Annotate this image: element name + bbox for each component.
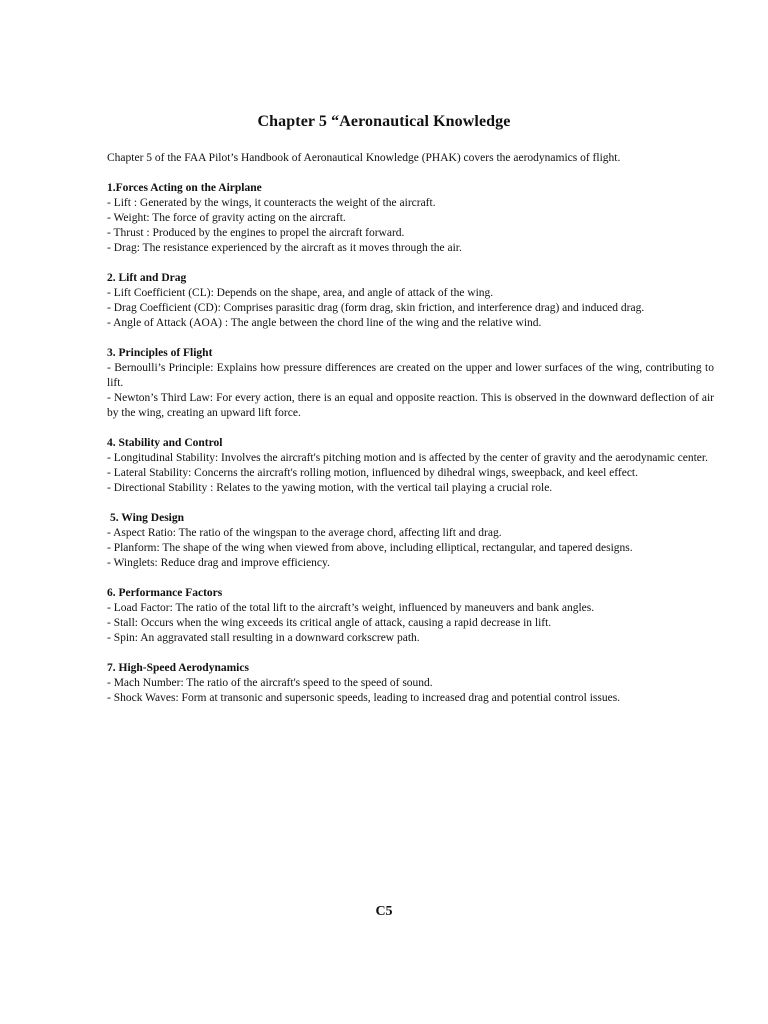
list-item: - Aspect Ratio: The ratio of the wingspan to the average chord, affecting lift and drag. bbox=[107, 527, 502, 539]
list-item: - Longitudinal Stability: Involves the aircraft's pitching motion and is affected by the center of gravity and the aerodynamic center. bbox=[107, 452, 708, 464]
list-item: - Directional Stability : Relates to the yawing motion, with the vertical tail playing a crucial role. bbox=[107, 482, 553, 494]
section-wing-design bbox=[107, 511, 714, 571]
list-item: - Bernoulli’s Principle: Explains how pressure differences are created on the upper and lower surfaces of the wing, contributing to lift. bbox=[107, 362, 714, 389]
list-item: - Drag: The resistance experienced by the aircraft as it moves through the air. bbox=[107, 242, 462, 254]
page-footer-label: C5 bbox=[375, 904, 393, 919]
section-heading: 6. Performance Factors bbox=[107, 587, 223, 599]
list-item: - Spin: An aggravated stall resulting in a downward corkscrew path. bbox=[107, 632, 420, 644]
section-stability bbox=[107, 436, 714, 496]
list-item: - Load Factor: The ratio of the total lift to the aircraft’s weight, influenced by maneuvers and bank angles. bbox=[107, 602, 595, 614]
intro-paragraph: Chapter 5 of the FAA Pilot’s Handbook of Aeronautical Knowledge (PHAK) covers the aerodynamics of flight. bbox=[107, 152, 621, 164]
section-performance bbox=[107, 586, 714, 646]
section-heading: 5. Wing Design bbox=[110, 512, 185, 524]
section-heading: 7. High-Speed Aerodynamics bbox=[107, 662, 249, 674]
list-item: - Lift : Generated by the wings, it counteracts the weight of the aircraft. bbox=[107, 197, 436, 209]
section-high-speed bbox=[107, 661, 714, 706]
list-item: - Newton’s Third Law: For every action, there is an equal and opposite reaction. This is observed in the downward deflection of air by the wing, creating an upward lift force. bbox=[107, 392, 714, 419]
list-item: - Mach Number: The ratio of the aircraft's speed to the speed of sound. bbox=[107, 677, 433, 689]
section-forces bbox=[107, 181, 714, 256]
section-heading: 1.Forces Acting on the Airplane bbox=[107, 182, 262, 194]
list-item: - Lift Coefficient (CL): Depends on the shape, area, and angle of attack of the wing. bbox=[107, 287, 494, 299]
list-item: - Lateral Stability: Concerns the aircraft's rolling motion, influenced by dihedral wings, sweepback, and keel effect. bbox=[107, 467, 639, 479]
list-item: - Winglets: Reduce drag and improve efficiency. bbox=[107, 557, 330, 569]
document-body bbox=[107, 151, 714, 721]
section-heading: 2. Lift and Drag bbox=[107, 272, 187, 284]
list-item: - Thrust : Produced by the engines to propel the aircraft forward. bbox=[107, 227, 405, 239]
list-item: - Weight: The force of gravity acting on the aircraft. bbox=[107, 212, 346, 224]
section-heading: 3. Principles of Flight bbox=[107, 347, 213, 359]
section-lift-drag bbox=[107, 271, 714, 331]
list-item: - Shock Waves: Form at transonic and supersonic speeds, leading to increased drag and potential control issues. bbox=[107, 692, 621, 704]
list-item: - Stall: Occurs when the wing exceeds its critical angle of attack, causing a rapid decrease in lift. bbox=[107, 617, 552, 629]
section-principles bbox=[107, 346, 714, 421]
list-item: - Drag Coefficient (CD): Comprises parasitic drag (form drag, skin friction, and interference drag) and induced drag. bbox=[107, 302, 645, 314]
page-title: Chapter 5 “Aeronautical Knowledge bbox=[257, 113, 511, 130]
list-item: - Angle of Attack (AOA) : The angle between the chord line of the wing and the relative wind. bbox=[107, 317, 542, 329]
list-item: - Planform: The shape of the wing when viewed from above, including elliptical, rectangular, and tapered designs. bbox=[107, 542, 633, 554]
section-heading: 4. Stability and Control bbox=[107, 437, 223, 449]
